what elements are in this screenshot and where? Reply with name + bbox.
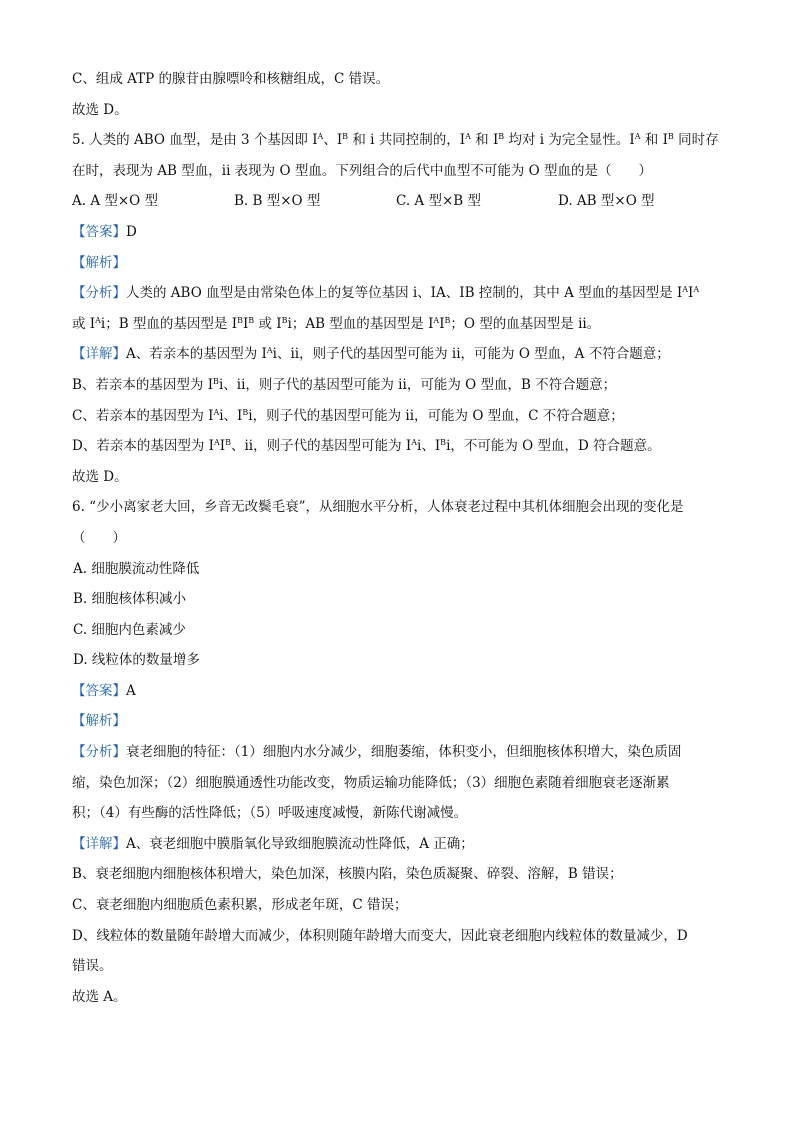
- analysis-label: 【解析】: [72, 254, 126, 271]
- option-d: D. AB 型×O 型: [558, 193, 655, 210]
- question-6-conclusion: [72, 982, 722, 1013]
- text: i，不可能为 O 型血，D 符合题意。: [446, 438, 661, 455]
- question-6-analysis-heading: [72, 706, 722, 737]
- text: 均对 i 为完全显性。I: [504, 132, 635, 149]
- superscript: B: [225, 438, 231, 448]
- text: D、线粒体的数量随年龄增大而减少，体积则随年龄增大而变大，因此衰老细胞内线粒体的数量减少，D: [72, 927, 688, 944]
- document-page: [72, 64, 722, 1012]
- text: 缩，染色加深；（2）细胞膜通透性功能改变，物质运输功能降低；（3）细胞色素随着细胞衰老逐渐累: [72, 774, 670, 791]
- question-5-xiangjie-a: [72, 339, 722, 370]
- text: i，则子代的基因型可能为 ii，可能为 O 型血，C 不符合题意；: [248, 407, 624, 424]
- question-6-xiangjie-c: [72, 890, 722, 921]
- text: 同时存: [673, 132, 719, 149]
- text: C、衰老细胞内细胞质色素积累，形成老年斑，C 错误；: [72, 897, 408, 914]
- question-6-fenxi-line2: [72, 768, 722, 799]
- option-text: C. 细胞内色素减少: [73, 621, 186, 638]
- superscript: A: [317, 132, 324, 142]
- question-5-analysis-heading: [72, 248, 722, 279]
- text: 在时，表现为 AB 型血，ii 表现为 O 型血。下列组合的后代中血型不可能为 O 型血的是（ ）: [72, 162, 652, 179]
- text: i；B 型血的基因型是 I: [100, 315, 238, 332]
- text: I: [439, 315, 445, 332]
- superscript: A: [634, 132, 641, 142]
- superscript: A: [266, 346, 273, 356]
- text: 衰老细胞的特征：（1）细胞内水分减少，细胞萎缩，体积变小，但细胞核体积增大，染色质固: [126, 744, 682, 761]
- text: 错误。: [72, 958, 113, 975]
- text: B、衰老细胞内细胞核体积增大，染色加深，核膜内陷，染色质凝聚、碎裂、溶解，B 错误；: [72, 866, 623, 883]
- text: A、衰老细胞中膜脂氧化导致细胞膜流动性降低，A 正确；: [126, 835, 474, 852]
- question-5-options: [72, 186, 722, 217]
- text: A、若亲本的基因型为 I: [126, 346, 267, 363]
- question-6-option-c: [72, 615, 722, 646]
- fenxi-label: 【分析】: [72, 285, 126, 302]
- text: 故选 D。: [72, 101, 128, 118]
- superscript: B: [237, 315, 243, 325]
- question-5-xiangjie-d: [72, 431, 722, 462]
- question-6-fenxi-line1: [72, 737, 722, 768]
- text: 故选 A。: [72, 988, 127, 1005]
- text: I: [688, 285, 694, 302]
- xiangjie-label: 【详解】: [72, 835, 126, 852]
- option-c: C. A 型×B 型: [396, 193, 481, 210]
- question-5-stem-line2: [72, 156, 722, 187]
- superscript: B: [281, 315, 288, 325]
- superscript: A: [95, 315, 101, 325]
- question-5-xiangjie-c: [72, 401, 722, 432]
- text: C、组成 ATP 的腺苷由腺嘌呤和核糖组成，C 错误。: [72, 71, 390, 87]
- text: （ ）: [72, 529, 126, 546]
- text: C、若亲本的基因型为 I: [72, 407, 214, 424]
- superscript: B: [440, 438, 447, 448]
- question-6-fenxi-line3: [72, 798, 722, 829]
- superscript: B: [498, 132, 505, 142]
- question-5-stem-line1: [72, 125, 722, 156]
- option-text: B. 细胞核体积减小: [73, 591, 187, 608]
- text: i、I: [417, 438, 441, 455]
- superscript: B: [342, 132, 349, 142]
- superscript: B: [213, 376, 219, 386]
- question-5-fenxi-line2: [72, 309, 722, 340]
- text: ；O 型的血基因型是 ii。: [450, 315, 601, 332]
- question-5-answer: [72, 217, 722, 248]
- question-6-xiangjie-d-line1: [72, 921, 722, 952]
- text: 和 i 共同控制的，I: [348, 132, 466, 149]
- text: i；AB 型血的基因型是 I: [287, 315, 434, 332]
- text: 5. 人类的 ABO 血型，是由 3 个基因即 I: [72, 132, 318, 149]
- text: i、ii，则子代的基因型可能为 ii，可能为 O 型血，B 不符合题意；: [218, 376, 617, 393]
- superscript: B: [444, 315, 451, 325]
- question-5-fenxi-line1: [72, 278, 722, 309]
- superscript: A: [465, 132, 471, 142]
- text: B、若亲本的基因型为 I: [72, 376, 214, 393]
- superscript: A: [433, 315, 440, 325]
- option-a: A. A 型×O 型: [72, 193, 159, 210]
- superscript: A: [682, 285, 689, 295]
- question-6-stem-line1: [72, 492, 722, 523]
- question-5-conclusion: [72, 462, 722, 493]
- answer-value: D: [126, 223, 137, 240]
- text: i、ii，则子代的基因型可能为 ii，可能为 O 型血，A 不符合题意；: [272, 346, 670, 363]
- superscript: A: [693, 285, 700, 295]
- question-6-xiangjie-a: [72, 829, 722, 860]
- question-6-stem-line2: [72, 523, 722, 554]
- superscript: B: [248, 315, 255, 325]
- question-6-xiangjie-b: [72, 859, 722, 890]
- text: D、若亲本的基因型为 I: [72, 438, 214, 455]
- text: 故选 D。: [72, 468, 128, 485]
- question-6-xiangjie-d-line2: [72, 951, 722, 982]
- text: 和 I: [640, 132, 668, 149]
- option-b: B. B 型×O 型: [234, 193, 321, 210]
- text: 6. “少小离家老大回，乡音无改鬓毛衰”，从细胞水平分析，人体衰老过程中其机体细胞会出现的变化是: [72, 499, 684, 516]
- text: 人类的 ABO 血型是由常染色体上的复等位基因 i、IA、IB 控制的，其中 A 型血的基因型是 I: [126, 285, 683, 302]
- text: I: [242, 315, 249, 332]
- prev-explanation-c: [72, 64, 722, 95]
- prev-conclusion: [72, 95, 722, 126]
- xiangjie-label: 【详解】: [72, 346, 126, 363]
- question-6-option-a: [72, 554, 722, 585]
- fenxi-label: 【分析】: [72, 744, 126, 761]
- question-6-option-d: [72, 645, 722, 676]
- answer-value: A: [126, 682, 136, 699]
- text: 、I: [323, 132, 343, 149]
- analysis-label: 【解析】: [72, 713, 126, 730]
- option-text: A. 细胞膜流动性降低: [73, 560, 200, 577]
- question-6-option-b: [72, 584, 722, 615]
- answer-label: 【答案】: [72, 682, 126, 699]
- text: I: [219, 438, 226, 455]
- text: i、I: [219, 407, 243, 424]
- answer-label: 【答案】: [72, 223, 126, 240]
- superscript: A: [213, 438, 220, 448]
- superscript: A: [411, 438, 418, 448]
- superscript: B: [667, 132, 674, 142]
- text: 和 I: [470, 132, 499, 149]
- option-text: D. 线粒体的数量增多: [73, 652, 200, 669]
- text: 或 I: [254, 315, 282, 332]
- text: 、ii，则子代的基因型可能为 I: [230, 438, 412, 455]
- superscript: B: [242, 407, 249, 417]
- question-5-xiangjie-b: [72, 370, 722, 401]
- text: 积；（4）有些酶的活性降低；（5）呼吸速度减慢，新陈代谢减慢。: [72, 805, 468, 822]
- text: 或 I: [72, 315, 96, 332]
- superscript: A: [213, 407, 220, 417]
- question-6-answer: [72, 676, 722, 707]
